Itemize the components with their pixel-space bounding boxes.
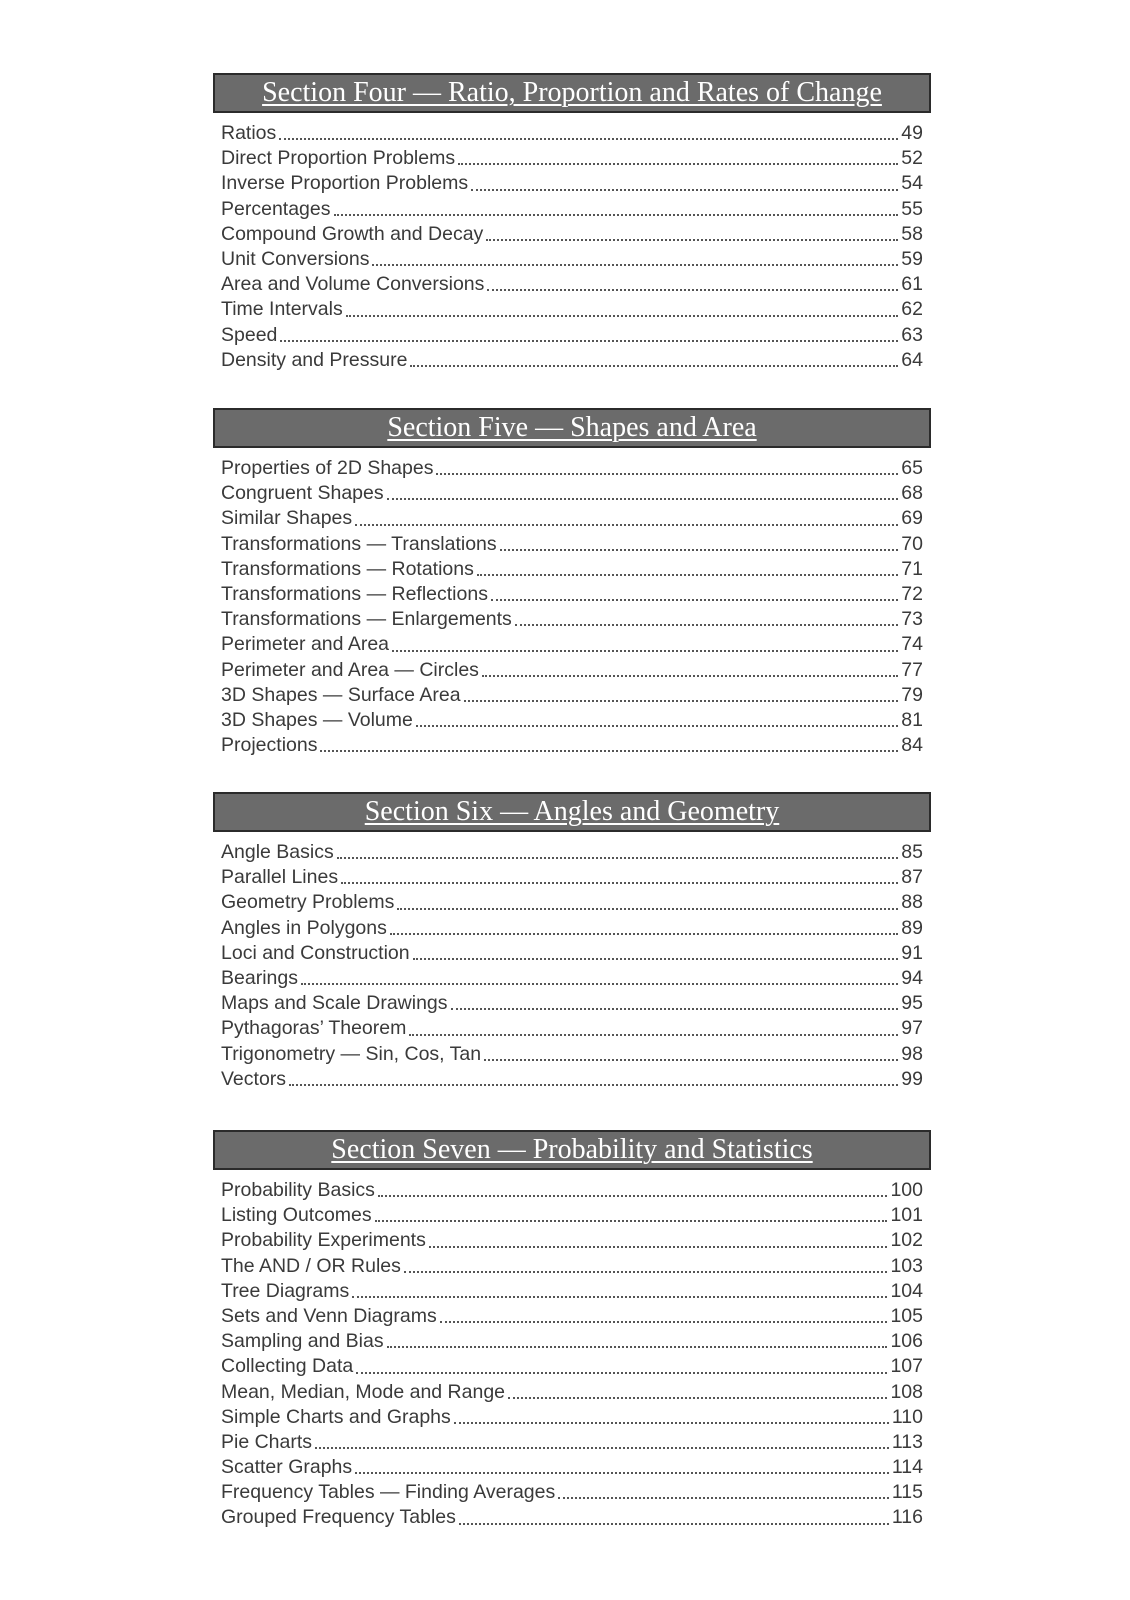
toc-entry[interactable] — [221, 1042, 923, 1067]
toc-entry[interactable] — [221, 1016, 923, 1041]
toc-entry-title: Speed — [221, 323, 278, 346]
toc-entry-page: 99 — [901, 1067, 923, 1090]
dot-leader — [500, 549, 899, 551]
toc-entry[interactable] — [221, 1304, 923, 1329]
toc-entry-page: 55 — [901, 197, 923, 220]
toc-entry[interactable] — [221, 1405, 923, 1430]
dot-leader — [355, 1472, 889, 1474]
toc-entry-title: Perimeter and Area — [221, 633, 390, 656]
toc-entry[interactable] — [221, 222, 923, 247]
toc-entry-page: 68 — [901, 482, 923, 505]
toc-entry-title: 3D Shapes — Surface Area — [221, 683, 461, 706]
toc-entry-page: 58 — [901, 222, 923, 245]
dot-leader — [387, 1346, 888, 1348]
dot-leader — [341, 882, 898, 884]
dot-leader — [410, 365, 898, 367]
toc-entry-page: 63 — [901, 323, 923, 346]
toc-entry[interactable] — [221, 171, 923, 196]
dot-leader — [387, 498, 899, 500]
toc-entry[interactable] — [221, 1455, 923, 1480]
toc-entry-title: Compound Growth and Decay — [221, 222, 484, 245]
dot-leader — [491, 599, 898, 601]
toc-entry[interactable] — [221, 991, 923, 1016]
dot-leader — [372, 264, 898, 266]
dot-leader — [375, 1220, 888, 1222]
toc-entry-page: 49 — [901, 122, 923, 144]
toc-entry[interactable] — [221, 632, 923, 657]
section-entries — [213, 113, 931, 373]
toc-entry[interactable] — [221, 146, 923, 171]
toc-entry[interactable] — [221, 966, 923, 991]
section-header: Section Five — Shapes and Area — [213, 408, 931, 448]
dot-leader — [484, 1059, 898, 1061]
toc-entry-page: 103 — [890, 1254, 923, 1277]
toc-entry-title: Ratios — [221, 122, 277, 144]
toc-entry-title: Inverse Proportion Problems — [221, 172, 469, 195]
dot-leader — [404, 1271, 888, 1273]
section-four — [213, 73, 931, 373]
toc-entry-title: Mean, Median, Mode and Range — [221, 1380, 506, 1403]
dot-leader — [515, 624, 898, 626]
toc-entry-title: Listing Outcomes — [221, 1204, 372, 1227]
toc-entry-page: 108 — [890, 1380, 923, 1403]
dot-leader — [471, 189, 898, 191]
toc-entry[interactable] — [221, 708, 923, 733]
toc-entry-title: Maps and Scale Drawings — [221, 992, 448, 1015]
toc-entry-title: Unit Conversions — [221, 247, 370, 270]
toc-entry-page: 114 — [891, 1456, 923, 1479]
dot-leader — [413, 958, 899, 960]
toc-entry-page: 65 — [901, 457, 923, 479]
toc-entry[interactable] — [221, 1354, 923, 1379]
toc-entry[interactable] — [221, 733, 923, 758]
toc-entry-title: Transformations — Enlargements — [221, 608, 512, 631]
dot-leader — [416, 725, 898, 727]
dot-leader — [320, 750, 898, 752]
dot-leader — [289, 1084, 898, 1086]
toc-entry-title: Area and Volume Conversions — [221, 273, 485, 296]
dot-leader — [378, 1195, 888, 1197]
toc-entry-page: 70 — [901, 532, 923, 555]
toc-entry[interactable] — [221, 1178, 923, 1203]
toc-entry-page: 52 — [901, 147, 923, 170]
dot-leader — [352, 1296, 887, 1298]
toc-entry[interactable] — [221, 247, 923, 272]
toc-entry-title: Frequency Tables — Finding Averages — [221, 1481, 556, 1504]
toc-entry-title: Perimeter and Area — Circles — [221, 658, 479, 681]
toc-entry-title: Transformations — Reflections — [221, 582, 488, 605]
toc-entry-page: 69 — [901, 507, 923, 530]
toc-entry[interactable] — [221, 1505, 923, 1530]
toc-entry-title: Similar Shapes — [221, 507, 353, 530]
toc-entry-title: 3D Shapes — Volume — [221, 708, 413, 731]
toc-entry-page: 84 — [901, 734, 923, 757]
toc-entry-page: 107 — [890, 1355, 923, 1378]
toc-entry-page: 95 — [901, 992, 923, 1015]
toc-entry-title: Geometry Problems — [221, 891, 395, 914]
toc-entry-page: 72 — [901, 582, 923, 605]
toc-entry-page: 102 — [890, 1229, 923, 1252]
dot-leader — [409, 1034, 898, 1036]
section-entries — [213, 1170, 931, 1531]
dot-leader — [464, 700, 899, 702]
dot-leader — [355, 524, 898, 526]
toc-entry[interactable] — [221, 1228, 923, 1253]
toc-entry[interactable] — [221, 121, 923, 146]
toc-entry-title: Pythagoras’ Theorem — [221, 1017, 407, 1040]
toc-entry[interactable] — [221, 481, 923, 506]
toc-entry-title: Parallel Lines — [221, 866, 339, 889]
toc-entry-page: 110 — [891, 1405, 923, 1428]
toc-entry-page: 77 — [901, 658, 923, 681]
toc-entry[interactable] — [221, 1380, 923, 1405]
toc-entry-title: The AND / OR Rules — [221, 1254, 401, 1277]
dot-leader — [280, 340, 898, 342]
dot-leader — [301, 983, 898, 985]
toc-entry[interactable] — [221, 607, 923, 632]
toc-entry-page: 106 — [890, 1330, 923, 1353]
toc-entry[interactable] — [221, 1067, 923, 1092]
dot-leader — [337, 857, 899, 859]
toc-entry-title: Projections — [221, 734, 318, 757]
toc-entry[interactable] — [221, 658, 923, 683]
dot-leader — [279, 138, 898, 140]
toc-entry-page: 105 — [890, 1304, 923, 1327]
dot-leader — [346, 315, 899, 317]
toc-entry[interactable] — [221, 532, 923, 557]
toc-entry-title: Density and Pressure — [221, 348, 408, 371]
toc-entry-title: Direct Proportion Problems — [221, 147, 456, 170]
toc-entry-title: Angle Basics — [221, 841, 334, 863]
toc-entry-page: 100 — [890, 1179, 923, 1201]
toc-entry-title: Bearings — [221, 966, 298, 989]
toc-entry[interactable] — [221, 1203, 923, 1228]
section-entries — [213, 448, 931, 758]
toc-entry-title: Transformations — Translations — [221, 532, 497, 555]
dot-leader — [397, 908, 898, 910]
toc-entry-page: 89 — [901, 916, 923, 939]
toc-entry-page: 115 — [891, 1481, 923, 1504]
toc-entry-page: 87 — [901, 866, 923, 889]
toc-entry-title: Angles in Polygons — [221, 916, 387, 939]
toc-entry-page: 71 — [901, 557, 923, 580]
toc-entry-title: Probability Experiments — [221, 1229, 426, 1252]
toc-entry-title: Probability Basics — [221, 1179, 375, 1201]
toc-entry[interactable] — [221, 1279, 923, 1304]
toc-entry-page: 98 — [901, 1042, 923, 1065]
toc-entry[interactable] — [221, 890, 923, 915]
toc-entry-page: 59 — [901, 247, 923, 270]
dot-leader — [334, 214, 899, 216]
toc-entry-title: Sets and Venn Diagrams — [221, 1304, 437, 1327]
dot-leader — [508, 1397, 887, 1399]
toc-entry-title: Time Intervals — [221, 298, 343, 321]
toc-entry-title: Grouped Frequency Tables — [221, 1506, 456, 1529]
dot-leader — [392, 650, 898, 652]
dot-leader — [486, 239, 898, 241]
dot-leader — [558, 1497, 889, 1499]
toc-entry-title: Pie Charts — [221, 1430, 313, 1453]
toc-entry[interactable] — [221, 506, 923, 531]
dot-leader — [459, 1523, 889, 1525]
toc-entry[interactable] — [221, 272, 923, 297]
toc-entry[interactable] — [221, 1430, 923, 1455]
toc-entry-title: Trigonometry — Sin, Cos, Tan — [221, 1042, 482, 1065]
toc-entry-title: Percentages — [221, 197, 331, 220]
dot-leader — [390, 933, 898, 935]
toc-entry[interactable] — [221, 1329, 923, 1354]
toc-entry-page: 97 — [901, 1017, 923, 1040]
dot-leader — [477, 574, 898, 576]
toc-entry[interactable] — [221, 1254, 923, 1279]
toc-entry[interactable] — [221, 297, 923, 322]
dot-leader — [315, 1447, 889, 1449]
dot-leader — [440, 1321, 888, 1323]
toc-entry-page: 104 — [890, 1279, 923, 1302]
toc-entry-page: 85 — [901, 841, 923, 863]
toc-entry[interactable] — [221, 941, 923, 966]
toc-entry-page: 64 — [901, 348, 923, 371]
toc-entry-page: 91 — [901, 941, 923, 964]
section-header: Section Seven — Probability and Statistics — [213, 1130, 931, 1170]
toc-entry-title: Properties of 2D Shapes — [221, 457, 434, 479]
toc-entry-page: 54 — [901, 172, 923, 195]
section-header: Section Four — Ratio, Proportion and Rates of Change — [213, 73, 931, 113]
toc-entry[interactable] — [221, 456, 923, 481]
toc-entry[interactable] — [221, 582, 923, 607]
toc-entry[interactable] — [221, 323, 923, 348]
toc-entry-title: Sampling and Bias — [221, 1330, 384, 1353]
toc-entry[interactable] — [221, 916, 923, 941]
section-seven — [213, 1130, 931, 1531]
toc-entry-page: 79 — [901, 683, 923, 706]
toc-entry-title: Collecting Data — [221, 1355, 354, 1378]
dot-leader — [356, 1372, 887, 1374]
toc-entry-page: 62 — [901, 298, 923, 321]
toc-entry-title: Tree Diagrams — [221, 1279, 350, 1302]
toc-entry[interactable] — [221, 1480, 923, 1505]
dot-leader — [487, 289, 898, 291]
toc-entry-page: 74 — [901, 633, 923, 656]
section-header: Section Six — Angles and Geometry — [213, 792, 931, 832]
dot-leader — [429, 1246, 888, 1248]
dot-leader — [454, 1422, 889, 1424]
toc-entry[interactable] — [221, 683, 923, 708]
toc-entry-title: Loci and Construction — [221, 941, 410, 964]
dot-leader — [482, 675, 898, 677]
dot-leader — [451, 1008, 899, 1010]
toc-entry-page: 73 — [901, 608, 923, 631]
toc-entry-page: 101 — [890, 1204, 923, 1227]
toc-entry[interactable] — [221, 197, 923, 222]
toc-entry-page: 61 — [901, 273, 923, 296]
dot-leader — [458, 163, 898, 165]
section-five — [213, 408, 931, 758]
toc-entry-page: 94 — [901, 966, 923, 989]
toc-entry-page: 88 — [901, 891, 923, 914]
toc-entry-title: Transformations — Rotations — [221, 557, 474, 580]
toc-entry-page: 116 — [891, 1506, 923, 1529]
toc-entry-title: Simple Charts and Graphs — [221, 1405, 451, 1428]
section-six — [213, 792, 931, 1092]
toc-entry-title: Congruent Shapes — [221, 482, 384, 505]
toc-entry[interactable] — [221, 557, 923, 582]
toc-entry[interactable] — [221, 865, 923, 890]
section-entries — [213, 832, 931, 1092]
toc-entry[interactable] — [221, 348, 923, 373]
toc-entry[interactable] — [221, 840, 923, 865]
toc-entry-page: 113 — [891, 1430, 923, 1453]
dot-leader — [436, 473, 898, 475]
toc-entry-title: Vectors — [221, 1067, 287, 1090]
toc-entry-title: Scatter Graphs — [221, 1456, 353, 1479]
toc-entry-page: 81 — [901, 708, 923, 731]
